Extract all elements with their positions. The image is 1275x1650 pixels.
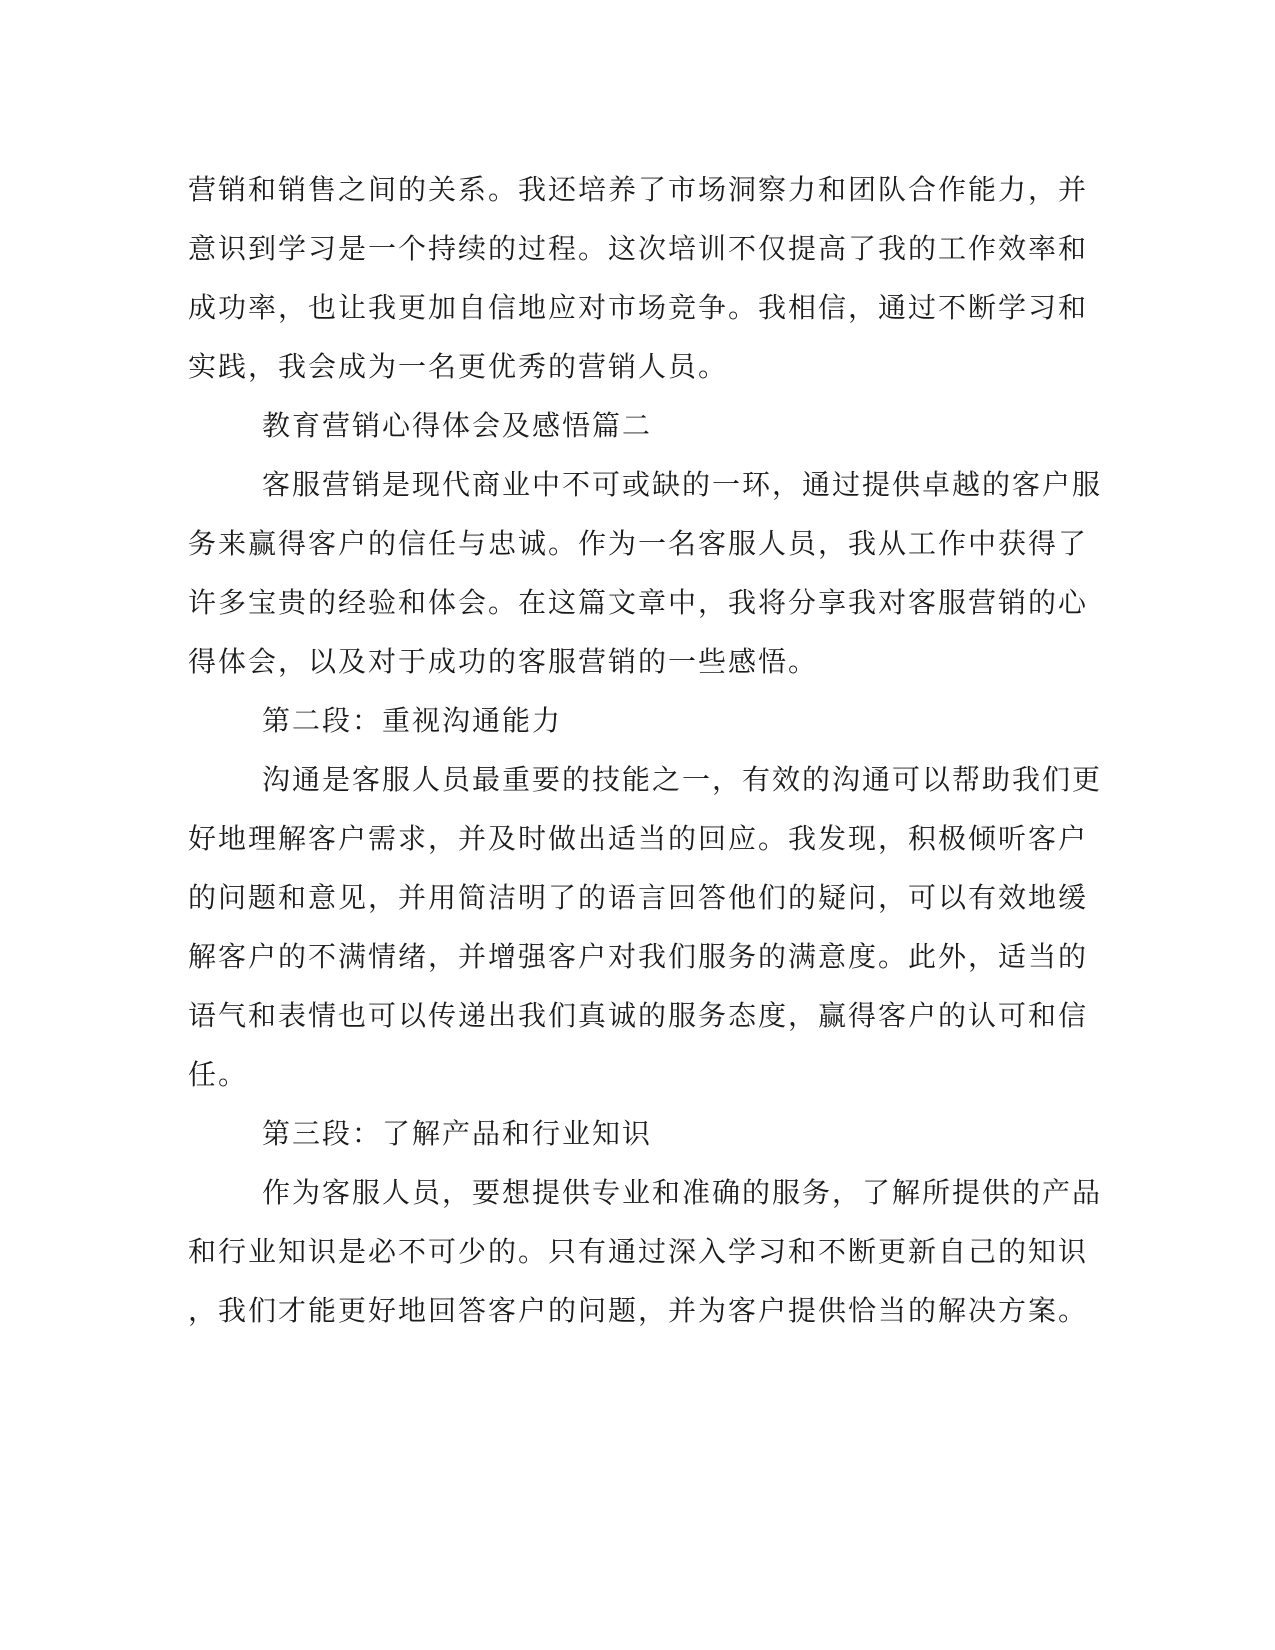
body-line: 成功率，也让我更加自信地应对市场竞争。我相信，通过不断学习和: [188, 291, 1089, 324]
body-line: 意识到学习是一个持续的过程。这次培训不仅提高了我的工作效率和: [188, 232, 1089, 265]
body-line: 任。: [188, 1058, 249, 1091]
section-title: 教育营销心得体会及感悟篇二: [262, 409, 653, 442]
body-line: 和行业知识是必不可少的。只有通过深入学习和不断更新自己的知识: [188, 1235, 1089, 1268]
body-line: 许多宝贵的经验和体会。在这篇文章中，我将分享我对客服营销的心: [188, 586, 1089, 619]
body-line: 解客户的不满情绪，并增强客户对我们服务的满意度。此外，适当的: [188, 940, 1089, 973]
body-line: 实践，我会成为一名更优秀的营销人员。: [188, 350, 729, 383]
section-heading: 第二段：重视沟通能力: [262, 704, 563, 737]
body-line: 营销和销售之间的关系。我还培养了市场洞察力和团队合作能力，并: [188, 173, 1089, 206]
body-line: 得体会，以及对于成功的客服营销的一些感悟。: [188, 645, 819, 678]
paragraph-start: 作为客服人员，要想提供专业和准确的服务，了解所提供的产品: [262, 1176, 1103, 1209]
body-line: 的问题和意见，并用简洁明了的语言回答他们的疑问，可以有效地缓: [188, 881, 1089, 914]
body-line: 务来赢得客户的信任与忠诚。作为一名客服人员，我从工作中获得了: [188, 527, 1089, 560]
document-body: [188, 160, 1103, 1340]
section-heading: 第三段：了解产品和行业知识: [262, 1117, 653, 1150]
body-line: 语气和表情也可以传递出我们真诚的服务态度，赢得客户的认可和信: [188, 999, 1089, 1032]
body-line: ，我们才能更好地回答客户的问题，并为客户提供恰当的解决方案。: [188, 1294, 1089, 1327]
paragraph-start: 客服营销是现代商业中不可或缺的一环，通过提供卓越的客户服: [262, 468, 1103, 501]
body-line: 好地理解客户需求，并及时做出适当的回应。我发现，积极倾听客户: [188, 822, 1089, 855]
paragraph-start: 沟通是客服人员最重要的技能之一，有效的沟通可以帮助我们更: [262, 763, 1103, 796]
